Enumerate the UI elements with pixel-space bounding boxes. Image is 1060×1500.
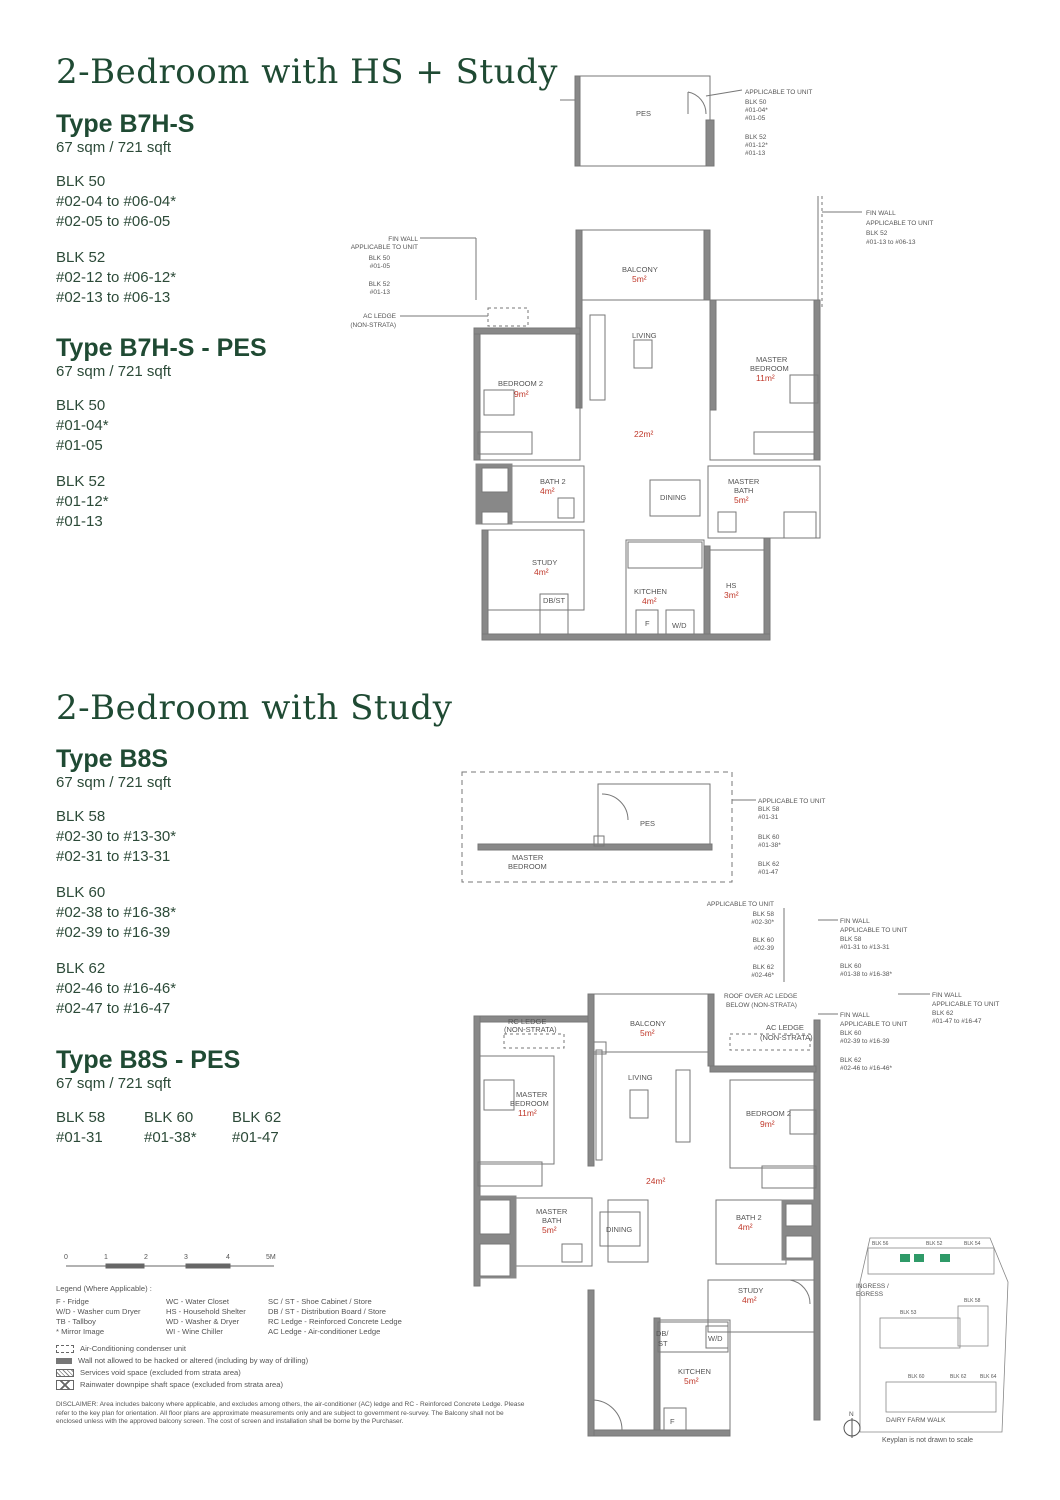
blk-unit: #02-47 to #16-47 <box>56 1000 171 1017</box>
svg-text:#02-46 to #16-46*: #02-46 to #16-46* <box>840 1065 893 1072</box>
master-label-2: BEDROOM <box>510 1099 549 1108</box>
svg-text:BLK 54: BLK 54 <box>964 1241 981 1247</box>
svg-text:5M: 5M <box>266 1254 276 1261</box>
svg-text:BLK 53: BLK 53 <box>900 1310 917 1316</box>
blk-name: BLK 62 <box>232 1109 282 1126</box>
type-title: Type B8S <box>56 745 169 773</box>
blk-name: BLK 50 <box>56 173 106 190</box>
svg-text:FIN WALL: FIN WALL <box>840 918 870 925</box>
svg-text:#02-39: #02-39 <box>753 945 774 952</box>
svg-text:FIN WALL: FIN WALL <box>866 210 896 217</box>
legend-col-3: SC / ST - Shoe Cabinet / Store DB / ST - Distribution Board / Store RC Ledge - Reinforced Concrete Ledge AC Ledge - Air-conditioner Ledge <box>268 1297 402 1336</box>
svg-text:1: 1 <box>104 1254 108 1261</box>
svg-text:#01-47: #01-47 <box>758 869 779 876</box>
svg-text:BLK 50: BLK 50 <box>745 99 767 106</box>
bedroom2-area: 9m² <box>514 389 529 399</box>
svg-text:BLK 60: BLK 60 <box>840 963 862 970</box>
svg-text:BLK 58: BLK 58 <box>840 936 862 943</box>
blk-unit: #02-46 to #16-46* <box>56 980 177 997</box>
fridge-label: F <box>645 619 650 628</box>
blk-name: BLK 60 <box>56 884 106 901</box>
svg-text:(NON-STRATA): (NON-STRATA) <box>504 1025 557 1034</box>
svg-text:BLK 56: BLK 56 <box>872 1241 889 1247</box>
dbst-label: DB/ <box>656 1329 669 1338</box>
blk-unit: #02-39 to #16-39 <box>56 924 171 941</box>
svg-text:BLK 62: BLK 62 <box>840 1057 862 1064</box>
blk-name: BLK 58 <box>56 808 106 825</box>
blk-unit: #02-38 to #16-38* <box>56 904 177 921</box>
legend-void: Services void space (excluded from strata area) <box>56 1367 526 1379</box>
svg-text:APPLICABLE TO UNIT: APPLICABLE TO UNIT <box>745 89 813 96</box>
dbst-label-2: ST <box>658 1339 668 1348</box>
type-area: 67 sqm / 721 sqft <box>56 1075 172 1092</box>
master-label: MASTER <box>516 1090 548 1099</box>
dashed-box-icon <box>56 1345 74 1353</box>
type-area: 67 sqm / 721 sqft <box>56 363 172 380</box>
fin-wall-3-callout <box>840 1012 907 1072</box>
legend-col-1: F - Fridge W/D - Washer cum Dryer TB - Tallboy * Mirror Image <box>56 1297 141 1336</box>
svg-text:EGRESS: EGRESS <box>856 1291 884 1298</box>
blk-name: BLK 50 <box>56 397 106 414</box>
type-area: 67 sqm / 721 sqft <box>56 774 172 791</box>
svg-text:#01-05: #01-05 <box>369 263 390 270</box>
ac-ledge-callout <box>350 313 396 329</box>
type-title: Type B7H-S - PES <box>56 334 267 362</box>
blk-unit: #01-04* <box>56 417 109 434</box>
svg-text:BLK 62: BLK 62 <box>752 964 774 971</box>
svg-text:BLK 60: BLK 60 <box>908 1374 925 1380</box>
svg-text:#01-13: #01-13 <box>745 150 766 157</box>
svg-text:INGRESS /: INGRESS / <box>856 1283 889 1290</box>
roof-over-callout <box>724 993 798 1009</box>
svg-text:#01-47 to #16-47: #01-47 to #16-47 <box>932 1018 982 1025</box>
blk-unit: #02-04 to #06-04* <box>56 193 177 210</box>
blk-name: BLK 52 <box>56 473 106 490</box>
svg-text:4: 4 <box>226 1254 230 1261</box>
fin-wall-right-callout <box>866 210 933 246</box>
study-area: 4m² <box>742 1295 757 1305</box>
legend-downpipe: Rainwater downpipe shaft space (excluded from strata area) <box>56 1379 526 1391</box>
bath2-area: 4m² <box>738 1222 753 1232</box>
type-title: Type B8S - PES <box>56 1046 241 1074</box>
blk-unit: #01-13 <box>56 513 103 530</box>
svg-text:BLK 58: BLK 58 <box>758 806 780 813</box>
svg-text:BELOW (NON-STRATA): BELOW (NON-STRATA) <box>726 1002 797 1009</box>
applicable-top-callout <box>707 901 775 979</box>
pes-label: PES <box>640 819 656 828</box>
mbath-area: 5m² <box>542 1225 557 1235</box>
svg-text:BLK 60: BLK 60 <box>758 834 780 841</box>
type-area: 67 sqm / 721 sqft <box>56 139 172 156</box>
svg-text:#01-05: #01-05 <box>745 115 766 122</box>
svg-text:#02-30*: #02-30* <box>751 919 774 926</box>
svg-text:BLK 62: BLK 62 <box>932 1010 954 1017</box>
fin-wall-1-callout <box>840 918 907 978</box>
pes-master-label: MASTER <box>512 853 544 862</box>
kitchen-label: KITCHEN <box>634 587 667 596</box>
svg-text:ROOF OVER AC LEDGE: ROOF OVER AC LEDGE <box>724 993 798 1000</box>
svg-text:(NON-STRATA): (NON-STRATA) <box>760 1033 813 1042</box>
blk-unit: #02-13 to #06-13 <box>56 289 171 306</box>
keyplan <box>840 1222 1020 1450</box>
mbath-area: 5m² <box>734 495 749 505</box>
fridge-label: F <box>670 1417 675 1426</box>
svg-text:FIN WALL: FIN WALL <box>840 1012 870 1019</box>
balcony-area: 5m² <box>640 1028 655 1038</box>
dining-label: DINING <box>660 493 687 502</box>
wd-label: W/D <box>708 1334 723 1343</box>
mbath-label-2: BATH <box>734 486 754 495</box>
mbath-label-2: BATH <box>542 1216 562 1225</box>
blk-unit: #02-05 to #06-05 <box>56 213 171 230</box>
legend-col-2: WC - Water Closet HS - Household Shelter WD - Washer & Dryer WI - Wine Chiller <box>166 1297 246 1336</box>
svg-text:#01-13: #01-13 <box>369 289 390 296</box>
living-label: LIVING <box>632 331 657 340</box>
svg-text:BLK 60: BLK 60 <box>840 1030 862 1037</box>
blk-unit: #01-12* <box>56 493 109 510</box>
blk-name: BLK 60 <box>144 1109 194 1126</box>
svg-text:BLK 50: BLK 50 <box>368 255 390 262</box>
mbath-label: MASTER <box>536 1207 568 1216</box>
blk-name: BLK 58 <box>56 1109 106 1126</box>
svg-text:BLK 60: BLK 60 <box>752 937 774 944</box>
bath2-label: BATH 2 <box>736 1213 762 1222</box>
svg-text:BLK 64: BLK 64 <box>980 1374 997 1380</box>
blk-unit: #01-38* <box>144 1129 197 1146</box>
svg-text:FIN WALL: FIN WALL <box>388 236 418 243</box>
bedroom2-area: 9m² <box>760 1119 775 1129</box>
living-area: 24m² <box>646 1176 666 1186</box>
balcony-area: 5m² <box>632 274 647 284</box>
pes-applicable-callout <box>745 89 812 157</box>
study-label: STUDY <box>738 1286 764 1295</box>
study-label: STUDY <box>532 558 558 567</box>
svg-text:APPLICABLE TO UNIT: APPLICABLE TO UNIT <box>706 901 774 908</box>
blk-unit: #02-12 to #06-12* <box>56 269 177 286</box>
dbst-label: DB/ST <box>543 596 566 605</box>
svg-text:APPLICABLE TO UNIT: APPLICABLE TO UNIT <box>840 1021 908 1028</box>
legend-symbols <box>56 1343 526 1391</box>
svg-text:BLK 62: BLK 62 <box>950 1374 967 1380</box>
svg-text:BLK 58: BLK 58 <box>964 1298 981 1304</box>
disclaimer: DISCLAIMER: Area includes balcony where applicable, and excludes among others, the air-conditioner (AC) ledge and RC - Reinforced Concrete Ledge. Please refer to the key plan for orientation. All floor plans are approximate measurements only and are subject to government re-survey. The Balcony shall not be enclosed unless with the approved balcony screen. The cost of screen and installation shall be borne by the Purchaser. <box>56 1401 525 1426</box>
master-area: 11m² <box>756 373 775 383</box>
svg-text:APPLICABLE TO UNIT: APPLICABLE TO UNIT <box>350 244 418 251</box>
svg-text:FIN WALL: FIN WALL <box>932 992 962 999</box>
svg-text:#01-31: #01-31 <box>758 814 779 821</box>
ac-ledge-label <box>760 1023 813 1042</box>
svg-text:BLK 58: BLK 58 <box>752 911 774 918</box>
svg-text:#01-13 to #06-13: #01-13 to #06-13 <box>866 239 916 246</box>
blk-unit: #01-31 <box>56 1129 103 1146</box>
svg-text:AC LEDGE: AC LEDGE <box>766 1023 804 1032</box>
svg-text:#01-38 to #16-38*: #01-38 to #16-38* <box>840 971 893 978</box>
svg-text:#02-46*: #02-46* <box>751 972 774 979</box>
svg-text:0: 0 <box>64 1254 68 1261</box>
legend-columns <box>56 1297 526 1337</box>
filled-wall-icon <box>56 1358 72 1364</box>
type-title: Type B7H-S <box>56 110 195 138</box>
cross-box-icon <box>56 1380 74 1390</box>
svg-text:APPLICABLE TO UNIT: APPLICABLE TO UNIT <box>866 220 934 227</box>
legend-wall: Wall not allowed to be hacked or altered (including by way of drilling) <box>56 1355 526 1367</box>
keyplan-blocks <box>872 1241 997 1380</box>
svg-text:#02-39 to #16-39: #02-39 to #16-39 <box>840 1038 890 1045</box>
svg-text:APPLICABLE TO UNIT: APPLICABLE TO UNIT <box>758 798 826 805</box>
svg-text:APPLICABLE TO UNIT: APPLICABLE TO UNIT <box>840 927 908 934</box>
wd-label: W/D <box>672 621 687 630</box>
scale-bar <box>60 1250 290 1274</box>
kitchen-label: KITCHEN <box>678 1367 711 1376</box>
dining-label: DINING <box>606 1225 633 1234</box>
kitchen-area: 5m² <box>684 1376 699 1386</box>
section1-heading: 2-Bedroom with HS + Study <box>56 52 558 92</box>
svg-text:#01-12*: #01-12* <box>745 142 768 149</box>
kitchen-area: 4m² <box>642 596 657 606</box>
living-area: 22m² <box>634 429 654 439</box>
blk-unit: #02-30 to #13-30* <box>56 828 177 845</box>
svg-text:BLK 52: BLK 52 <box>745 134 767 141</box>
svg-text:2: 2 <box>144 1254 148 1261</box>
master-area: 11m² <box>518 1108 537 1118</box>
blk-unit: #01-05 <box>56 437 103 454</box>
section2-heading: 2-Bedroom with Study <box>56 688 453 728</box>
pes-area <box>462 772 732 882</box>
north-label: N <box>849 1411 854 1418</box>
hs-area: 3m² <box>724 590 739 600</box>
hs-label: HS <box>726 581 737 590</box>
svg-text:BLK 52: BLK 52 <box>866 230 888 237</box>
legend <box>56 1284 526 1427</box>
legend-ac-unit: Air-Conditioning condenser unit <box>56 1343 526 1355</box>
blk-unit: #01-47 <box>232 1129 279 1146</box>
blk-unit: #02-31 to #13-31 <box>56 848 171 865</box>
legend-title: Legend (Where Applicable) : <box>56 1284 152 1293</box>
bedroom2-label: BEDROOM 2 <box>746 1109 792 1118</box>
svg-text:#01-31 to #13-31: #01-31 to #13-31 <box>840 944 890 951</box>
study-area: 4m² <box>534 567 549 577</box>
blk-name: BLK 62 <box>56 960 106 977</box>
svg-text:RC LEDGE: RC LEDGE <box>508 1017 547 1026</box>
hatched-box-icon <box>56 1369 74 1377</box>
pes-area <box>578 76 710 166</box>
fin-wall-left-callout <box>351 236 419 296</box>
pes-label: PES <box>636 109 652 118</box>
mbath-label: MASTER <box>728 477 760 486</box>
bath2-label: BATH 2 <box>540 477 566 486</box>
svg-text:#01-38*: #01-38* <box>758 842 781 849</box>
floorplan-b7hs <box>0 0 1060 660</box>
svg-text:AC LEDGE: AC LEDGE <box>363 313 396 320</box>
road-label: DAIRY FARM WALK <box>886 1417 946 1424</box>
svg-text:(NON-STRATA): (NON-STRATA) <box>350 322 396 329</box>
ingress-label <box>856 1283 889 1298</box>
pes-applicable-callout <box>758 798 825 876</box>
scale-ticks <box>64 1254 276 1261</box>
bedroom2-label: BEDROOM 2 <box>498 379 544 388</box>
blk-name: BLK 52 <box>56 249 106 266</box>
svg-text:APPLICABLE TO UNIT: APPLICABLE TO UNIT <box>932 1001 1000 1008</box>
bath2-area: 4m² <box>540 486 555 496</box>
pes-master-label-2: BEDROOM <box>508 862 547 871</box>
svg-text:#01-04*: #01-04* <box>745 107 768 114</box>
keyplan-note: Keyplan is not drawn to scale <box>882 1437 974 1444</box>
living-label: LIVING <box>628 1073 653 1082</box>
master-label: MASTER <box>756 355 788 364</box>
svg-text:3: 3 <box>184 1254 188 1261</box>
balcony-label: BALCONY <box>622 265 658 274</box>
balcony-label: BALCONY <box>630 1019 666 1028</box>
svg-text:BLK 62: BLK 62 <box>758 861 780 868</box>
svg-text:BLK 52: BLK 52 <box>926 1241 943 1247</box>
fin-wall-2-callout <box>932 992 999 1025</box>
svg-text:BLK 52: BLK 52 <box>368 281 390 288</box>
master-label-2: BEDROOM <box>750 364 789 373</box>
